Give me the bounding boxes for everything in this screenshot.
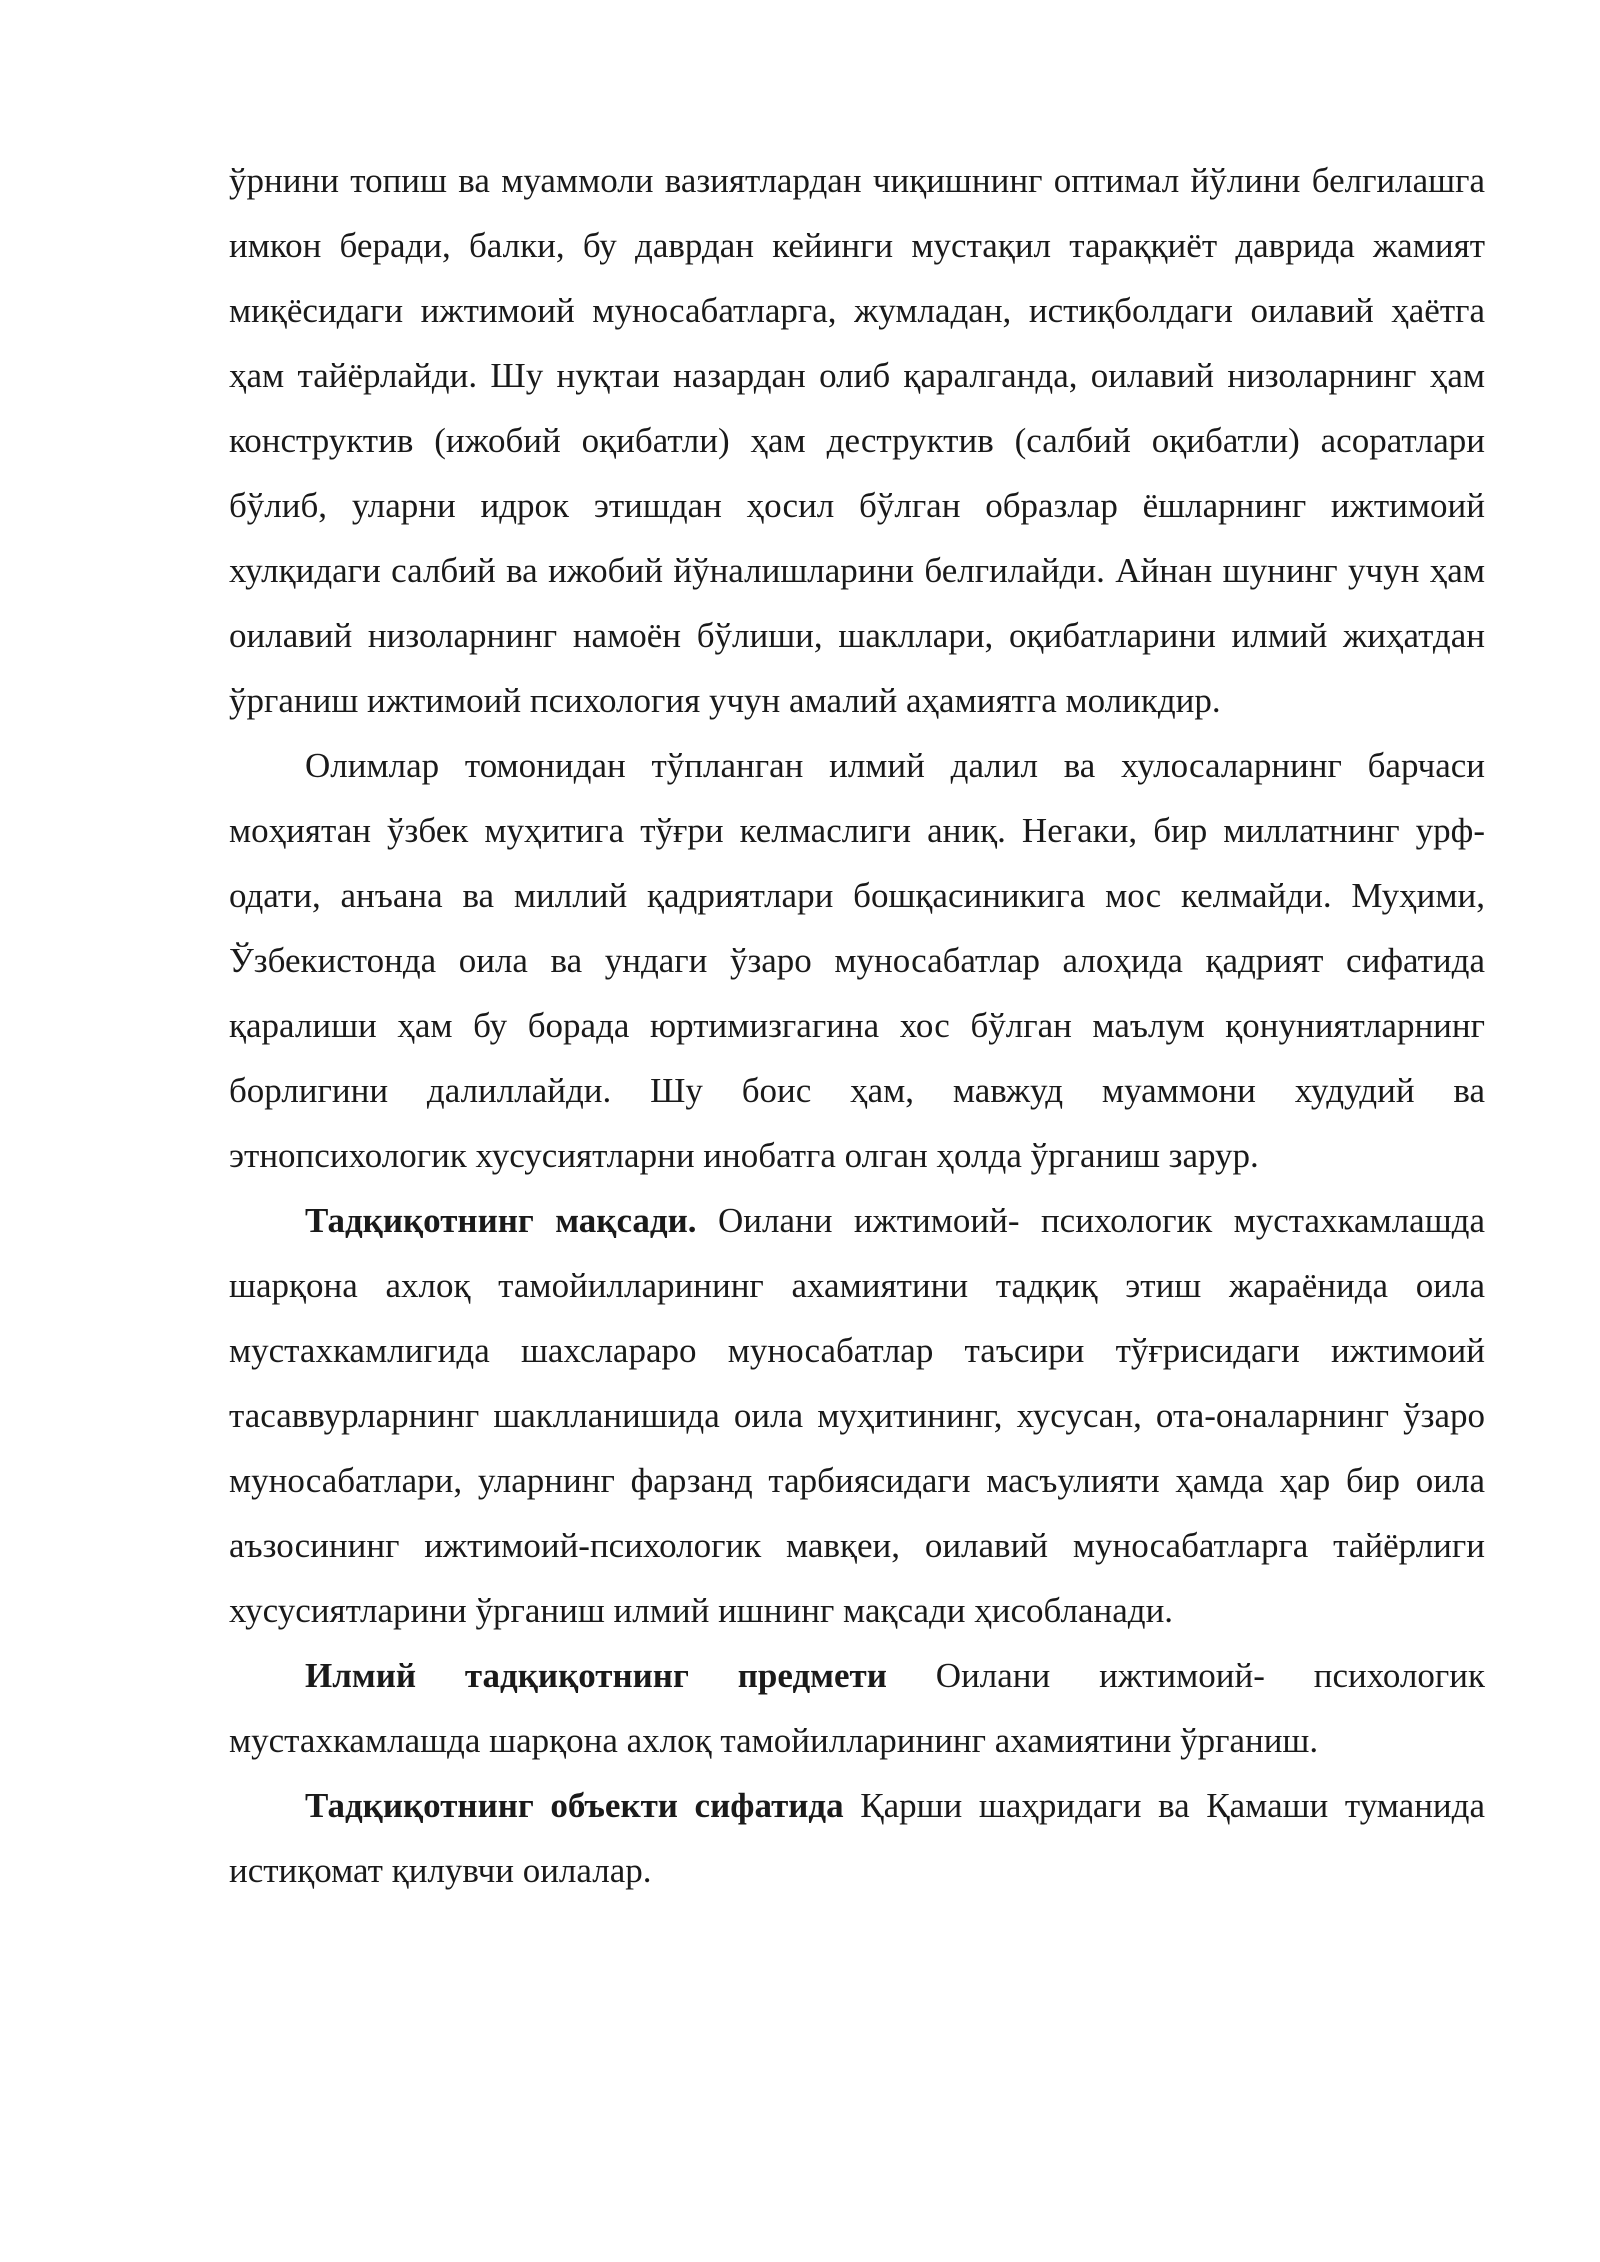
paragraph-text: Оилани ижтимоий- психологик мустахкамлашда шарқона ахлоқ тамойилларининг ахамиятини тадқиқ этиш жараёнида оила мустахкамлигида шахслараро муносабатлар таъсири тўғрисидаги ижтимоий тасаввурларнинг шаклланишида оила муҳитининг, хусусан, ота-оналарнинг ўзаро муносабатлари, уларнинг фарзанд тарбиясидаги масъулияти ҳамда ҳар бир оила аъзосининг ижтимоий-психологик мавқеи, оилавий муносабатларга тайёрлиги хусусиятларини ўрганиш илмий ишнинг мақсади ҳисобланади. bbox=[229, 1201, 1485, 1630]
paragraph-text: ўрнини топиш ва муаммоли вазиятлардан чиқишнинг оптимал йўлини белгилашга имкон беради, балки, бу даврдан кейинги мустақил тараққиёт даврида жамият миқёсидаги ижтимоий муносабатларга, жумладан, истиқболдаги оилавий ҳаётга ҳам тайёрлайди. Шу нуқтаи назардан олиб қаралганда, оилавий низоларнинг ҳам конструктив (ижобий оқибатли) ҳам деструктив (салбий оқибатли) асоратлари бўлиб, уларни идрок этишдан ҳосил бўлган образлар ёшларнинг ижтимоий хулқидаги салбий ва ижобий йўналишларини белгилайди. Айнан шунинг учун ҳам оилавий низоларнинг намоён бўлиши, шакллари, оқибатларини илмий жиҳатдан ўрганиш ижтимоий психология учун амалий аҳамиятга моликдир. bbox=[229, 161, 1485, 720]
paragraph-heading: Илмий тадқиқотнинг предмети bbox=[305, 1656, 887, 1695]
paragraph-heading: Тадқиқотнинг мақсади. bbox=[305, 1201, 697, 1240]
paragraph-text: Олимлар томонидан тўпланган илмий далил ва хулосаларнинг барчаси моҳиятан ўзбек муҳитига тўғри келмаслиги аниқ. Негаки, бир миллатнинг урф-одати, анъана ва миллий қадриятлари бошқасиникига мос келмайди. Муҳими, Ўзбекистонда оила ва ундаги ўзаро муносабатлар алоҳида қадрият сифатида қаралиши ҳам бу борада юртимизгагина хос бўлган маълум қонуниятларнинг борлигини далиллайди. Шу боис ҳам, мавжуд муаммони худудий ва этнопсихологик хусусиятларни инобатга олган ҳолда ўрганиш зарур. bbox=[229, 746, 1485, 1175]
paragraph-heading: Тадқиқотнинг объекти сифатида bbox=[305, 1786, 844, 1825]
paragraph-5-research-object bbox=[229, 1773, 1485, 1903]
paragraph-3-research-goal bbox=[229, 1188, 1485, 1643]
paragraph-text: Оилани ижтимоий- психологик мустахкамлашда шарқона ахлоқ тамойилларининг ахамиятини ўрганиш. bbox=[229, 1656, 1485, 1760]
paragraph-4-research-subject bbox=[229, 1643, 1485, 1773]
document-body bbox=[229, 148, 1485, 1903]
paragraph-1 bbox=[229, 148, 1485, 733]
paragraph-text: Қарши шаҳридаги ва Қамаши туманида истиқомат қилувчи оилалар. bbox=[229, 1786, 1485, 1890]
paragraph-2 bbox=[229, 733, 1485, 1188]
